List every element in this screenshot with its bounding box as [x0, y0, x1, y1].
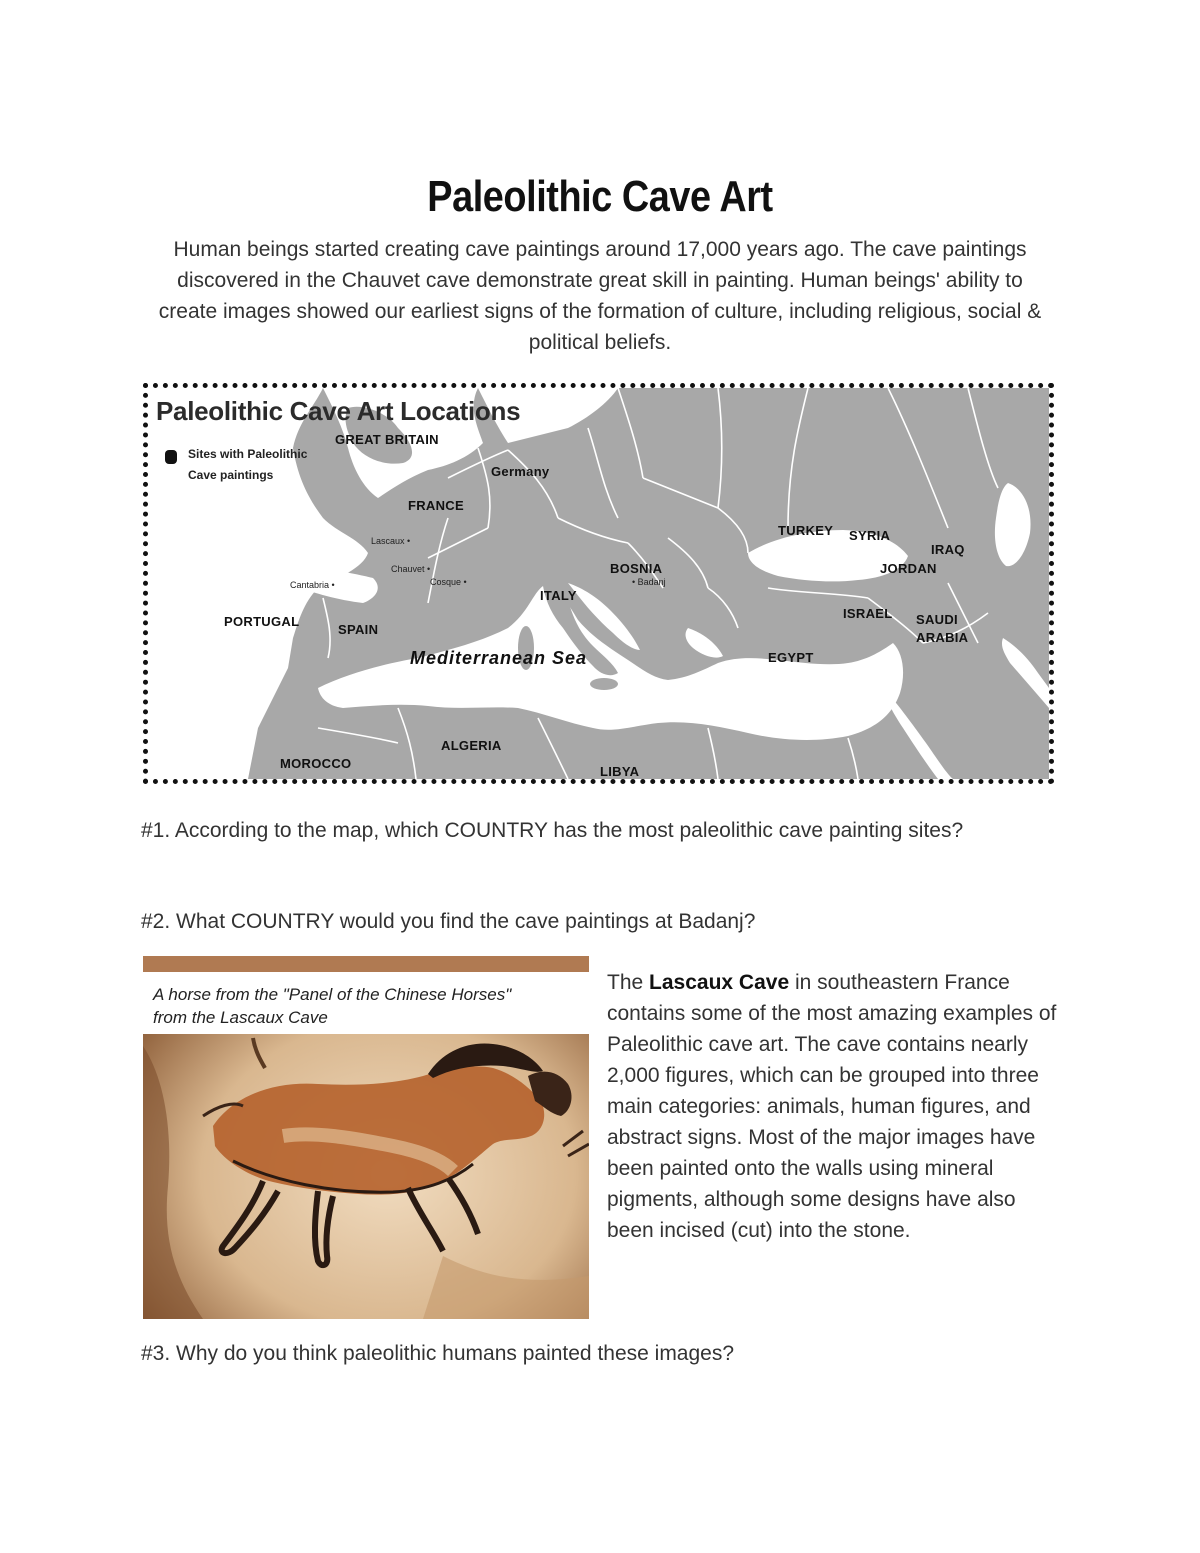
caption-line-2: from the Lascaux Cave [153, 1008, 328, 1027]
map-legend [188, 444, 338, 486]
map-title: Paleolithic Cave Art Locations [156, 396, 521, 426]
label-morocco: MOROCCO [280, 756, 352, 771]
page-title: Paleolithic Cave Art [427, 172, 773, 221]
label-italy: ITALY [540, 588, 577, 603]
label-arabia: ARABIA [916, 630, 969, 645]
label-portugal: PORTUGAL [224, 614, 300, 629]
label-germany: Germany [491, 464, 550, 479]
site-legend-dot [165, 450, 177, 464]
label-turkey: TURKEY [778, 523, 834, 538]
question-1: #1. According to the map, which COUNTRY has the most paleolithic cave painting sites? [141, 819, 964, 842]
caption-line-1: A horse from the "Panel of the Chinese Horses" [153, 985, 512, 1004]
site-lascaux: Lascaux • [371, 536, 411, 546]
intro-paragraph: Human beings started creating cave paintings around 17,000 years ago. The cave paintings discovered in the Chauvet cave demonstrate great skill in painting. Human beings' ability to create images showed our earliest signs of the formation of culture, including religious, social & political beliefs. [158, 238, 1042, 354]
site-cantabria: Cantabria • [290, 580, 335, 590]
label-spain: SPAIN [338, 622, 379, 637]
label-israel: ISRAEL [843, 606, 893, 621]
site-cosque: Cosque • [430, 577, 467, 587]
lascaux-body: in southeastern France contains some of the most amazing examples of Paleolithic cave art. The cave contains nearly 2,000 figures, which can be grouped into three main categories: animals, human figures, and abstract signs. Most of the major images have been painted onto the walls using mineral pigments, although some designs have also been incised (cut) into the stone. [607, 971, 1057, 1242]
label-mediterranean-sea: Mediterranean Sea [410, 648, 588, 668]
question-2: #2. What COUNTRY would you find the cave paintings at Badanj? [141, 910, 756, 933]
label-iraq: IRAQ [931, 542, 965, 557]
label-france: FRANCE [408, 498, 464, 513]
lascaux-description [607, 967, 1062, 1246]
cave-art-map [143, 383, 1054, 784]
site-chauvet: Chauvet • [391, 564, 431, 574]
label-algeria: ALGERIA [441, 738, 502, 753]
legend-line-1: Sites with Paleolithic [188, 447, 308, 461]
label-jordan: JORDAN [880, 561, 937, 576]
site-badanj: • Badanj [632, 577, 666, 587]
label-bosnia: BOSNIA [610, 561, 663, 576]
lascaux-horse-photo [143, 956, 589, 1319]
label-syria: SYRIA [849, 528, 891, 543]
photo-caption [153, 983, 573, 1029]
label-saudi: SAUDI [916, 612, 958, 627]
label-libya: LIBYA [600, 764, 640, 779]
legend-line-2: Cave paintings [188, 468, 274, 482]
label-egypt: EGYPT [768, 650, 814, 665]
sicily-island [590, 678, 618, 690]
question-3: #3. Why do you think paleolithic humans painted these images? [141, 1342, 735, 1365]
lascaux-cave-name: Lascaux Cave [649, 971, 790, 994]
label-great-britain: GREAT BRITAIN [335, 432, 439, 447]
lascaux-lead: The [607, 971, 650, 994]
